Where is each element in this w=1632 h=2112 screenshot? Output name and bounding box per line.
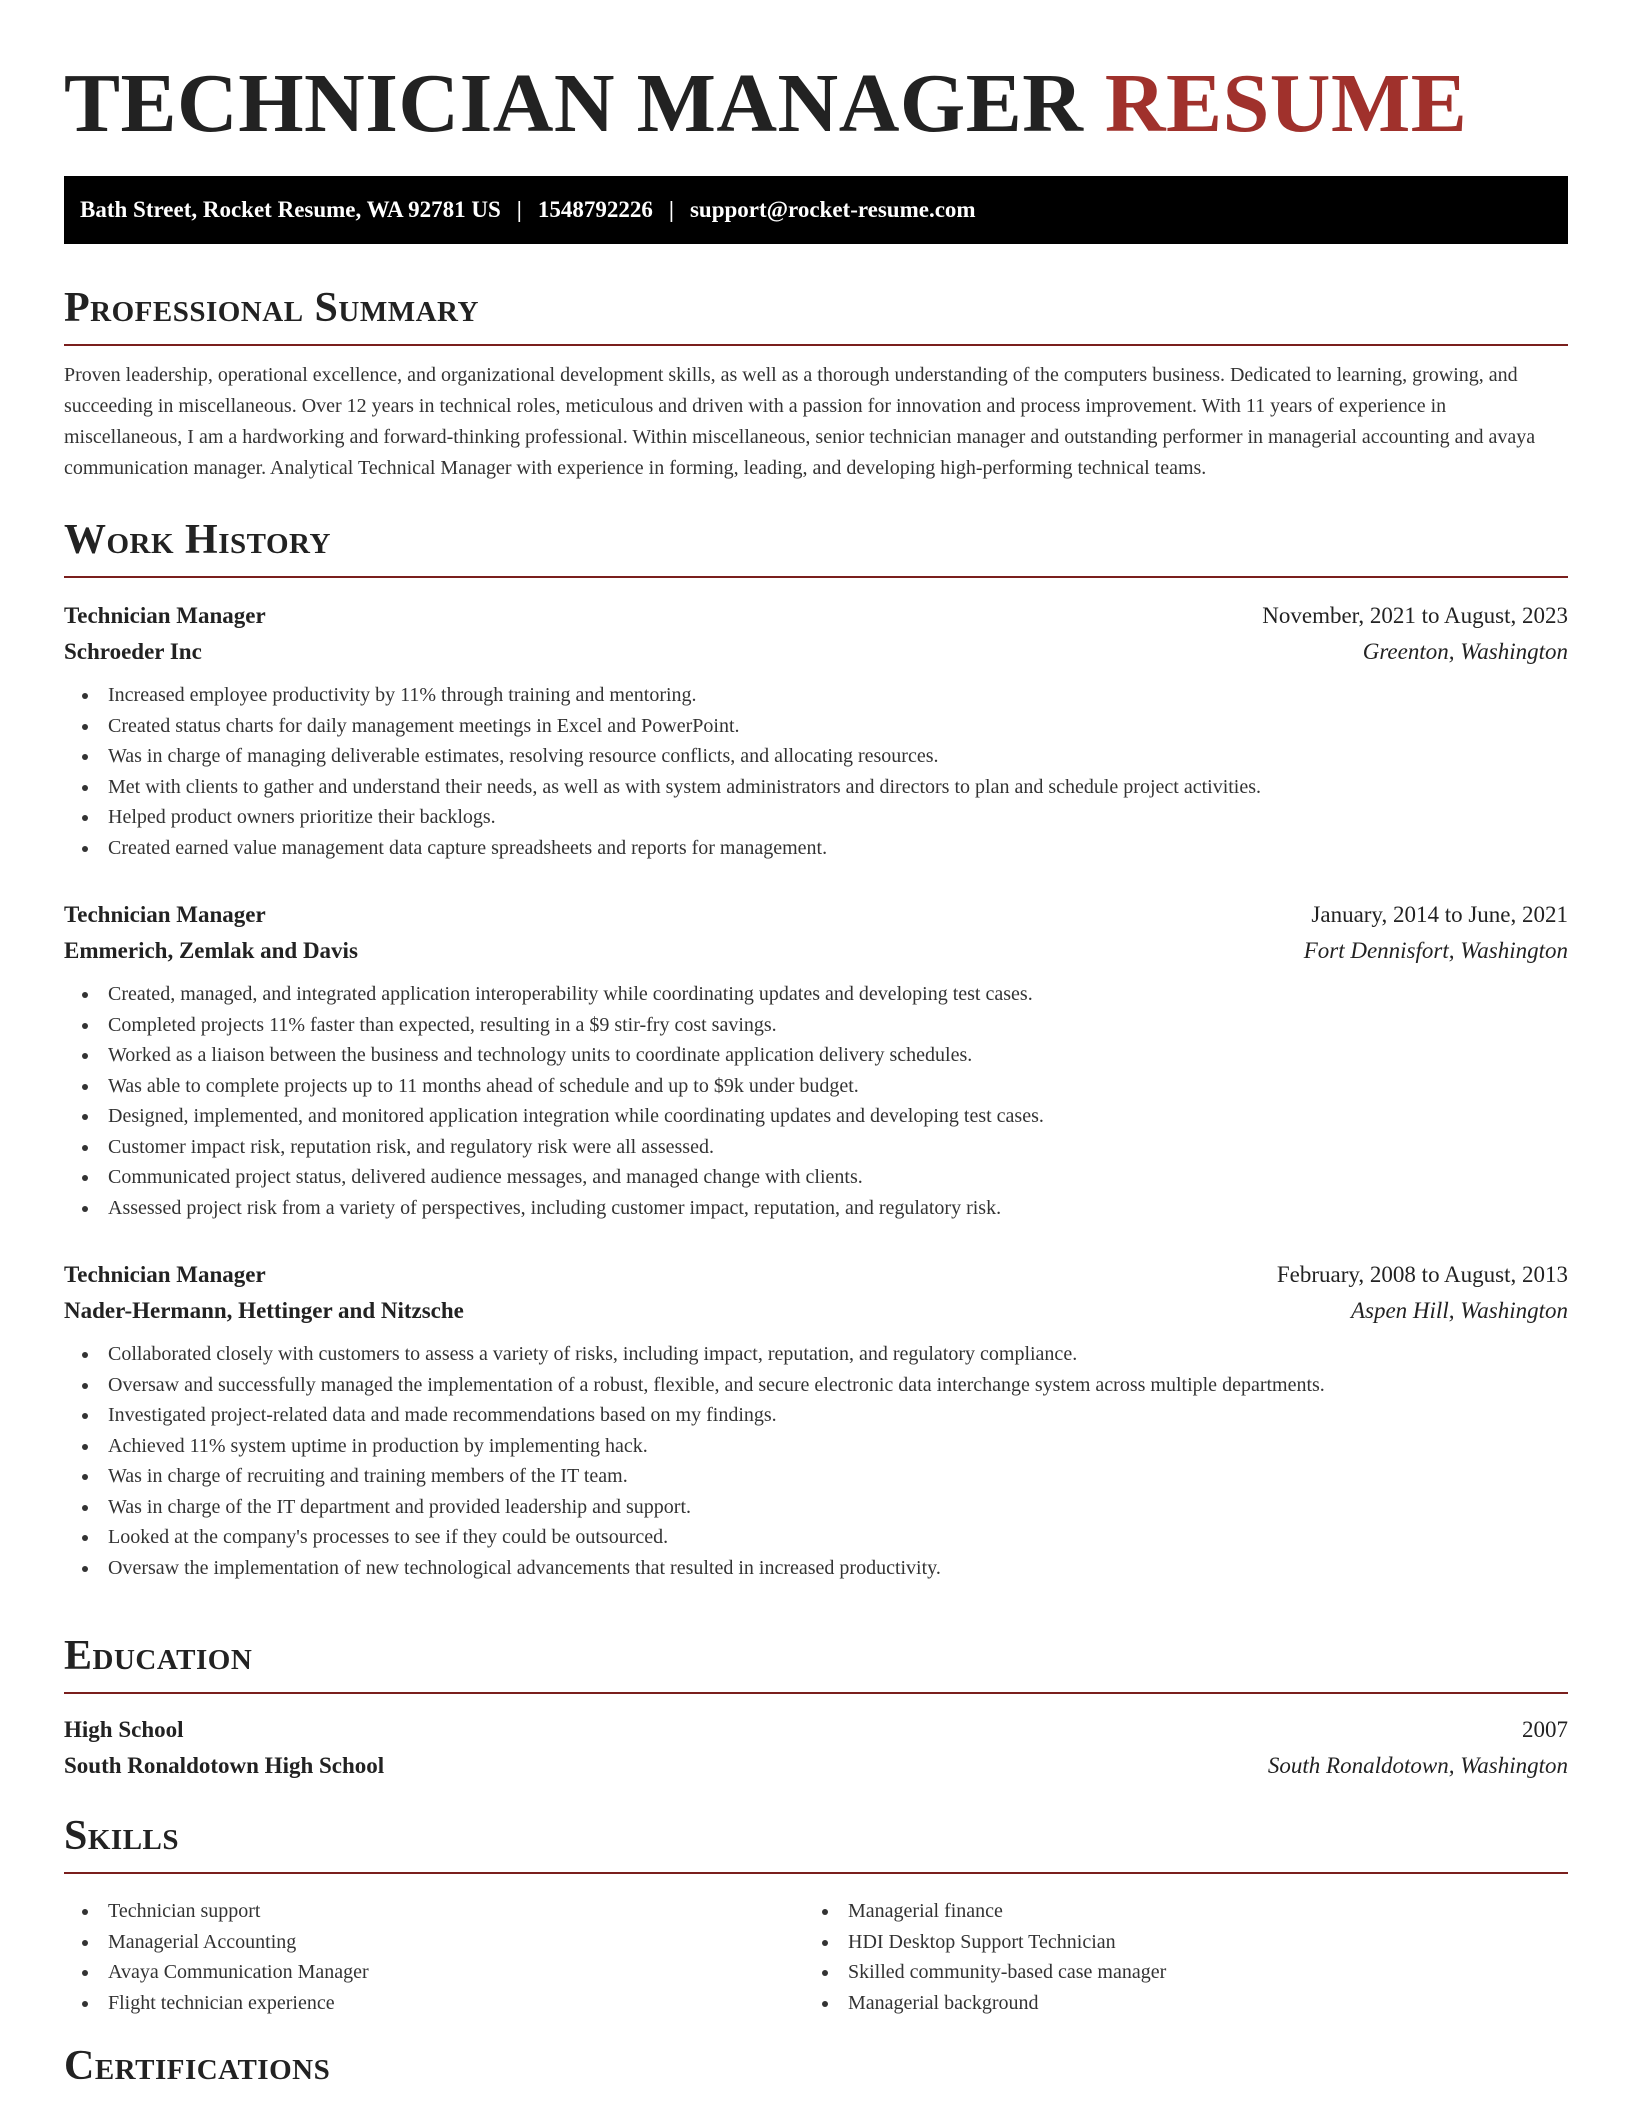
skill-item: Managerial Accounting <box>64 1927 804 1958</box>
job-bullet: Was able to complete projects up to 11 months ahead of schedule and up to $9k under budget. <box>64 1071 1568 1102</box>
work-history-heading: Work History <box>64 514 1568 578</box>
job-company: Schroeder Inc <box>64 639 202 664</box>
job-bullet: Assessed project risk from a variety of perspectives, including customer impact, reputation, and regulatory risk. <box>64 1193 1568 1224</box>
title-main: TECHNICIAN MANAGER <box>64 57 1084 150</box>
education-heading: Education <box>64 1630 1568 1694</box>
job-bullet: Designed, implemented, and monitored application integration while coordinating updates and developing test cases. <box>64 1101 1568 1132</box>
skill-item: Technician support <box>64 1896 804 1927</box>
skills-heading: Skills <box>64 1810 1568 1874</box>
job-bullet: Oversaw the implementation of new technological advancements that resulted in increased productivity. <box>64 1553 1568 1584</box>
contact-bar <box>64 176 1568 244</box>
skill-item: Managerial background <box>804 1988 1544 2019</box>
skills-right-column <box>804 1896 1544 2018</box>
job-bullet: Created earned value management data capture spreadsheets and reports for management. <box>64 833 1568 864</box>
job-dates: February, 2008 to August, 2013 <box>1276 1262 1568 1287</box>
job-bullets <box>64 680 1568 863</box>
job-list <box>64 598 1568 1583</box>
summary-text: Proven leadership, operational excellence, and organizational development skills, as well as a thorough understanding of the computers business. Dedicated to learning, growing, and succeeding in miscellaneous. Over 12 years in technical roles, meticulous and driven with a passion for innovation and process improvement. With 11 years of experience in miscellaneous, I am a hardworking and forward-thinking professional. Within miscellaneous, senior technician manager and outstanding performer in managerial accounting and avaya communication manager. Analytical Technical Manager with experience in forming, leading, and developing high-performing technical teams. <box>64 364 1536 479</box>
job-dates: November, 2021 to August, 2023 <box>1262 603 1568 628</box>
education-school: South Ronaldotown High School <box>64 1753 385 1778</box>
summary-section <box>64 282 1568 484</box>
job-bullet: Was in charge of recruiting and training members of the IT team. <box>64 1461 1568 1492</box>
job-bullet: Looked at the company's processes to see if they could be outsourced. <box>64 1522 1568 1553</box>
job-location: Aspen Hill, Washington <box>1350 1298 1568 1323</box>
job-bullet: Communicated project status, delivered audience messages, and managed change with clients. <box>64 1162 1568 1193</box>
job-entry <box>64 897 1568 1223</box>
education-year: 2007 <box>1522 1717 1568 1742</box>
contact-separator: | <box>668 197 674 222</box>
skill-item: Managerial finance <box>804 1896 1544 1927</box>
education-entry <box>64 1712 1568 1784</box>
job-location: Greenton, Washington <box>1362 639 1568 664</box>
contact-email[interactable]: support@rocket-resume.com <box>689 197 976 222</box>
contact-separator: | <box>516 197 522 222</box>
skill-item: Skilled community-based case manager <box>804 1957 1544 1988</box>
job-bullet: Created status charts for daily management meetings in Excel and PowerPoint. <box>64 711 1568 742</box>
title-accent: RESUME <box>1104 57 1468 150</box>
job-bullet: Was in charge of managing deliverable estimates, resolving resource conflicts, and allocating resources. <box>64 741 1568 772</box>
job-bullet: Investigated project-related data and made recommendations based on my findings. <box>64 1400 1568 1431</box>
job-company: Nader-Hermann, Hettinger and Nitzsche <box>64 1298 464 1323</box>
job-bullet: Increased employee productivity by 11% through training and mentoring. <box>64 680 1568 711</box>
job-bullet: Created, managed, and integrated application interoperability while coordinating updates and developing test cases. <box>64 979 1568 1010</box>
job-role: Technician Manager <box>64 603 266 628</box>
job-bullet: Met with clients to gather and understand their needs, as well as with system administrators and directors to plan and schedule project activities. <box>64 772 1568 803</box>
skill-item: Avaya Communication Manager <box>64 1957 804 1988</box>
job-role: Technician Manager <box>64 1262 266 1287</box>
job-location: Fort Dennisfort, Washington <box>1303 938 1568 963</box>
contact-address: Bath Street, Rocket Resume, WA 92781 US <box>80 197 501 222</box>
job-role: Technician Manager <box>64 902 266 927</box>
job-bullet: Achieved 11% system uptime in production by implementing hack. <box>64 1431 1568 1462</box>
skills-section <box>64 1810 1568 2018</box>
skills-left-column <box>64 1896 804 2018</box>
job-bullet: Oversaw and successfully managed the implementation of a robust, flexible, and secure electronic data interchange system across multiple departments. <box>64 1370 1568 1401</box>
skills-grid <box>64 1886 1568 2018</box>
education-degree: High School <box>64 1717 184 1742</box>
job-bullet: Completed projects 11% faster than expected, resulting in a $9 stir-fry cost savings. <box>64 1010 1568 1041</box>
skill-item: Flight technician experience <box>64 1988 804 2019</box>
skill-item: HDI Desktop Support Technician <box>804 1927 1544 1958</box>
job-bullet: Helped product owners prioritize their backlogs. <box>64 802 1568 833</box>
job-company: Emmerich, Zemlak and Davis <box>64 938 358 963</box>
work-history-section <box>64 514 1568 1583</box>
certifications-heading: Certifications <box>64 2043 331 2089</box>
job-bullets <box>64 1339 1568 1583</box>
education-location: South Ronaldotown, Washington <box>1267 1753 1568 1778</box>
job-bullet: Was in charge of the IT department and provided leadership and support. <box>64 1492 1568 1523</box>
job-bullets <box>64 979 1568 1223</box>
contact-phone: 1548792226 <box>537 197 653 222</box>
page-title <box>64 56 1467 152</box>
education-section <box>64 1630 1568 1784</box>
job-entry <box>64 1257 1568 1583</box>
certifications-section <box>64 2040 1568 2102</box>
summary-heading: Professional Summary <box>64 282 1568 346</box>
job-dates: January, 2014 to June, 2021 <box>1311 902 1568 927</box>
job-bullet: Worked as a liaison between the business and technology units to coordinate application delivery schedules. <box>64 1040 1568 1071</box>
job-bullet: Collaborated closely with customers to assess a variety of risks, including impact, reputation, and regulatory compliance. <box>64 1339 1568 1370</box>
job-bullet: Customer impact risk, reputation risk, and regulatory risk were all assessed. <box>64 1132 1568 1163</box>
job-entry <box>64 598 1568 863</box>
